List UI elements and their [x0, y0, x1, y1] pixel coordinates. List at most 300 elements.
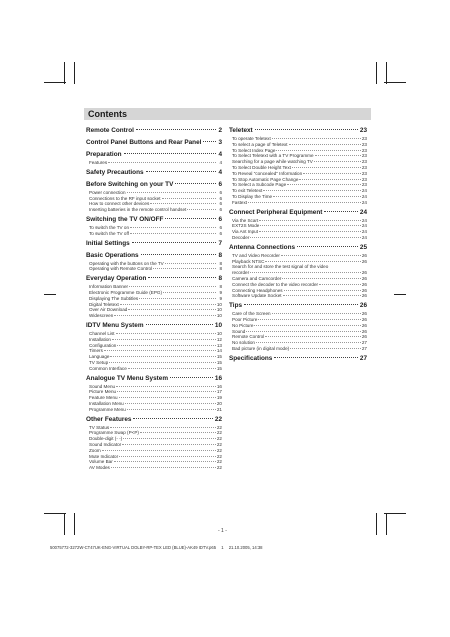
- section-page: 26: [359, 302, 367, 310]
- entry-label: Searching for a page while watching TV: [232, 159, 313, 165]
- entry-label: Connecting Headphones: [232, 287, 283, 293]
- entry-label: Care of the Screen: [232, 311, 271, 317]
- dot-leader: [265, 261, 360, 262]
- entry-page: 24: [361, 193, 367, 199]
- dot-leader: [114, 315, 216, 316]
- dot-leader: [116, 386, 216, 387]
- toc-section-heading[interactable]: [86, 251, 222, 261]
- entry-label: Sound Indicator: [89, 441, 122, 447]
- entry-label: Poor Picture: [232, 316, 258, 322]
- entry-page: 22: [216, 447, 222, 453]
- entry-label: To Select Double Height Text: [232, 164, 291, 170]
- entry-label: Operating with the buttons on the TV: [89, 260, 164, 266]
- entry-label: Double-digit (- -): [89, 436, 123, 442]
- section-page: 27: [359, 354, 367, 362]
- entry-label: Sound Menu: [89, 383, 116, 389]
- toc-section-heading[interactable]: [86, 168, 222, 178]
- entry-label: Programme Swap (P<P): [89, 430, 139, 436]
- entry-label: To Select Index Page: [232, 147, 276, 153]
- dot-leader: [114, 461, 216, 462]
- entry-label: Connect the decoder to the video recorder: [232, 281, 319, 287]
- entry-page: 9: [219, 289, 222, 295]
- entry-page: 6: [219, 230, 222, 236]
- dot-leader: [111, 467, 216, 468]
- dot-leader: [133, 418, 212, 419]
- entry-page: 20: [216, 400, 222, 406]
- entry-label: TV Status: [89, 424, 110, 430]
- toc-left-column: [86, 124, 222, 471]
- dot-leader: [255, 129, 358, 130]
- section-title: Analogue TV Menu System: [86, 374, 169, 382]
- entry-label: Power connection: [89, 189, 126, 195]
- toc-entry[interactable]: [86, 266, 222, 272]
- toc-section: [86, 274, 222, 319]
- dot-leader: [139, 298, 216, 299]
- entry-label: Features: [89, 160, 108, 165]
- entry-label: Timers: [89, 348, 103, 354]
- dot-leader: [175, 183, 216, 184]
- toc-section: [229, 301, 367, 352]
- toc-section-heading[interactable]: [229, 126, 367, 136]
- section-page: 4: [218, 168, 222, 176]
- entry-page: 26: [361, 287, 367, 293]
- entry-page: 15: [216, 365, 222, 371]
- entry-label: To Select a Subcode Page: [232, 182, 287, 188]
- section-title: Basic Operations: [86, 251, 139, 259]
- dot-leader: [120, 304, 216, 305]
- section-page: 16: [214, 374, 222, 382]
- section-page: 8: [218, 251, 222, 259]
- toc-section: [229, 354, 367, 364]
- dot-leader: [110, 427, 216, 428]
- entry-label: Search for and store the test signal of the video: [232, 264, 329, 270]
- toc-section-heading[interactable]: [86, 215, 222, 225]
- entry-page: 22: [216, 465, 222, 471]
- dot-leader: [127, 192, 216, 193]
- entry-page: 23: [361, 136, 367, 141]
- entry-label: To Display the Time: [232, 193, 273, 199]
- crop-mark: [384, 82, 406, 83]
- dot-leader: [128, 309, 216, 310]
- toc-section-heading[interactable]: [229, 354, 367, 364]
- toc-entry[interactable]: [86, 407, 222, 413]
- dot-leader: [130, 227, 216, 228]
- entry-page: 26: [361, 252, 367, 258]
- entry-page: 8: [219, 284, 222, 290]
- entry-page: 6: [219, 224, 222, 230]
- entry-page: 26: [361, 270, 367, 276]
- toc-entry[interactable]: [86, 231, 222, 237]
- dot-leader: [281, 255, 361, 256]
- dot-leader: [117, 345, 216, 346]
- toc-entry[interactable]: [86, 465, 222, 471]
- entry-page: 9: [219, 295, 222, 301]
- entry-page: 27: [361, 340, 367, 346]
- entry-page: 22: [216, 459, 222, 465]
- entry-label: Playback NTSC: [232, 258, 265, 264]
- crop-mark: [384, 513, 406, 514]
- dot-leader: [315, 155, 361, 156]
- entry-label: Mute Indicator: [89, 453, 119, 459]
- dot-leader: [150, 203, 216, 204]
- entry-page: 6: [219, 195, 222, 201]
- entry-label: Operating with Remote Control: [89, 266, 153, 272]
- entry-page: 24: [361, 229, 367, 235]
- entry-label: Via Ant Input: [232, 229, 258, 235]
- entry-label: Inserting batteries in the remote control handset: [89, 207, 187, 213]
- dot-leader: [119, 456, 216, 457]
- section-page: 4: [218, 151, 222, 158]
- section-title: Connect Peripheral Equipment: [229, 208, 323, 216]
- dot-leader: [284, 290, 361, 291]
- dot-leader: [319, 284, 361, 285]
- crop-mark: [376, 62, 377, 84]
- section-title: Before Switching on your TV: [86, 180, 174, 188]
- footer-date: 21.10.2005, 14:38: [228, 545, 263, 550]
- entry-page: 26: [361, 328, 367, 334]
- entry-page: 27: [361, 345, 367, 351]
- dot-leader: [123, 438, 216, 439]
- toc-section-heading[interactable]: [86, 138, 222, 148]
- entry-page: 24: [361, 217, 367, 223]
- dot-leader: [104, 350, 216, 351]
- entry-page: 15: [216, 354, 222, 360]
- entry-page: 4: [219, 160, 222, 165]
- toc-section-heading[interactable]: [86, 126, 222, 136]
- dot-leader: [109, 362, 216, 363]
- entry-label: To Select Teletext with a TV Programme: [232, 153, 314, 159]
- toc-entry[interactable]: [86, 160, 222, 166]
- entry-label: TV and Video Recorder: [232, 252, 280, 258]
- print-footer: [50, 545, 266, 550]
- title-bar: [84, 108, 371, 120]
- entry-label: Zoom: [89, 447, 101, 453]
- dot-leader: [187, 209, 216, 210]
- entry-page: 12: [216, 336, 222, 342]
- section-title: Control Panel Buttons and Rear Panel: [86, 139, 202, 146]
- entry-label: Remote Control: [232, 334, 265, 340]
- section-title: Teletext: [229, 127, 253, 134]
- entry-label: Channel List: [89, 330, 115, 336]
- entry-page: 23: [361, 159, 367, 165]
- entry-page: 23: [361, 176, 367, 182]
- dot-leader: [102, 450, 216, 451]
- entry-label: To switch the TV on: [89, 224, 130, 230]
- entry-page: 21: [216, 406, 222, 412]
- dot-leader: [141, 254, 217, 255]
- crop-mark: [64, 62, 65, 84]
- dot-leader: [259, 220, 361, 221]
- toc-entry[interactable]: [229, 235, 367, 241]
- toc-section: [86, 321, 222, 372]
- entry-label: Software Update Socket: [232, 293, 282, 299]
- entry-page: 19: [216, 395, 222, 401]
- dot-leader: [122, 444, 216, 445]
- crop-mark: [44, 82, 66, 83]
- entry-label: Configuration: [89, 342, 117, 348]
- entry-page: 10: [216, 307, 222, 313]
- toc-section: [86, 150, 222, 166]
- entry-page: 23: [361, 182, 367, 188]
- entry-page: 23: [361, 147, 367, 153]
- toc-entry[interactable]: [86, 207, 222, 213]
- dot-leader: [153, 268, 216, 269]
- entry-page: 26: [361, 334, 367, 340]
- entry-label: Displaying The Subtitles: [89, 295, 139, 301]
- toc-section: [86, 374, 222, 413]
- section-title: Preparation: [86, 151, 122, 158]
- toc-entry[interactable]: [229, 264, 367, 276]
- entry-label: Common Interface: [89, 365, 127, 371]
- footer-page: 1: [221, 545, 224, 550]
- dot-leader: [282, 278, 361, 279]
- dot-leader: [250, 237, 361, 238]
- dot-leader: [258, 319, 361, 320]
- entry-page: 26: [361, 316, 367, 322]
- section-page: 10: [214, 321, 222, 329]
- entry-page: 22: [216, 430, 222, 436]
- dot-leader: [292, 167, 361, 168]
- toc-section-heading[interactable]: [86, 239, 222, 249]
- toc-entry[interactable]: [86, 366, 222, 372]
- section-title: Switching the TV ON/OFF: [86, 215, 164, 223]
- entry-label: Information Banner: [89, 284, 129, 290]
- dot-leader: [148, 277, 216, 278]
- crop-mark: [74, 62, 75, 84]
- entry-page: 24: [361, 234, 367, 240]
- entry-label: AV Modes: [89, 465, 110, 471]
- dot-leader: [112, 339, 216, 340]
- toc-section: [86, 168, 222, 178]
- dot-leader: [259, 231, 361, 232]
- dot-leader: [146, 171, 217, 172]
- section-title: IDTV Menu System: [86, 321, 144, 329]
- toc-section: [86, 126, 222, 136]
- entry-page: 26: [361, 322, 367, 328]
- dot-leader: [324, 211, 358, 212]
- section-page: 3: [218, 139, 222, 146]
- entry-label: Electronic Programme Guide (EPG): [89, 289, 163, 295]
- entry-page: 23: [361, 153, 367, 159]
- dot-leader: [119, 397, 216, 398]
- dot-leader: [272, 138, 361, 139]
- crop-mark: [376, 513, 377, 535]
- dot-leader: [250, 272, 361, 273]
- entry-page: 10: [216, 313, 222, 319]
- section-title: Tips: [229, 302, 243, 310]
- entry-label: Feature Menu: [89, 395, 118, 401]
- dot-leader: [110, 356, 215, 357]
- entry-label: Sound: [232, 328, 246, 334]
- dot-leader: [276, 150, 360, 151]
- entry-label: Digital Teletext: [89, 301, 119, 307]
- entry-label: To operate Teletext: [232, 136, 271, 141]
- dot-leader: [136, 129, 217, 130]
- entry-page: 8: [219, 260, 222, 266]
- section-page: 2: [218, 127, 222, 134]
- toc-section-heading[interactable]: [229, 301, 367, 311]
- footer-file: 50075772-3272W-CT47UK-ENG-VIRTUAL DOLBY-RP-TEX LED (BLUE)-AK49 IDTV.p65: [50, 545, 217, 550]
- entry-page: 8: [219, 266, 222, 272]
- dot-leader: [314, 161, 361, 162]
- dot-leader: [125, 403, 216, 404]
- dot-leader: [246, 331, 361, 332]
- dot-leader: [203, 141, 216, 142]
- toc-section-heading[interactable]: [86, 321, 222, 331]
- dot-leader: [108, 162, 216, 163]
- entry-label: Fastext: [232, 199, 248, 205]
- toc-entry[interactable]: [229, 346, 367, 352]
- entry-label: Camera and Camcorder: [232, 275, 282, 281]
- dot-leader: [265, 336, 361, 337]
- entry-page: 22: [216, 436, 222, 442]
- toc-section: [229, 126, 367, 206]
- section-title: Other Features: [86, 415, 132, 423]
- section-page: 24: [359, 208, 367, 216]
- entry-page: 10: [216, 301, 222, 307]
- toc-section-heading[interactable]: [229, 208, 367, 218]
- dot-leader: [140, 432, 216, 433]
- page-title: Contents: [88, 109, 127, 119]
- entry-label: Language: [89, 354, 110, 360]
- toc-section-heading[interactable]: [86, 374, 222, 384]
- dot-leader: [170, 377, 213, 378]
- dot-leader: [260, 225, 361, 226]
- dot-leader: [129, 286, 216, 287]
- toc-entry[interactable]: [229, 200, 367, 206]
- entry-page: 24: [361, 188, 367, 194]
- entry-label: To switch the TV off: [89, 230, 129, 236]
- entry-label: Programme Menu: [89, 406, 126, 412]
- entry-label: TV Setup: [89, 359, 109, 365]
- entry-page: 24: [361, 223, 367, 229]
- entry-page: 23: [361, 170, 367, 176]
- toc-entry[interactable]: [86, 313, 222, 319]
- entry-label: No solution: [232, 340, 255, 346]
- entry-page: 23: [361, 164, 367, 170]
- section-title: Safety Precautions: [86, 168, 144, 176]
- entry-page: 26: [361, 281, 367, 287]
- section-title: Remote Control: [86, 127, 134, 134]
- entry-label: Picture Menu: [89, 389, 117, 395]
- dot-leader: [283, 295, 361, 296]
- dot-leader: [297, 246, 358, 247]
- entry-page: 10: [216, 330, 222, 336]
- entry-page: 6: [219, 189, 222, 195]
- entry-page: 26: [361, 293, 367, 299]
- toc-section-heading[interactable]: [86, 415, 222, 425]
- entry-label: Over Air Download: [89, 307, 128, 313]
- section-title: Antenna Connections: [229, 243, 296, 251]
- dot-leader: [244, 304, 358, 305]
- dot-leader: [165, 263, 216, 264]
- dot-leader: [163, 292, 216, 293]
- section-title: Specifications: [229, 354, 273, 362]
- section-page: 7: [218, 239, 222, 247]
- entry-page: 23: [361, 141, 367, 147]
- toc-section: [229, 208, 367, 241]
- dot-leader: [290, 348, 361, 349]
- toc-entry[interactable]: [229, 293, 367, 299]
- dot-leader: [128, 368, 216, 369]
- dot-leader: [162, 198, 217, 199]
- dot-leader: [274, 357, 358, 358]
- entry-label: How to connect other devices: [89, 201, 150, 207]
- entry-page: 6: [219, 201, 222, 207]
- crop-mark: [44, 294, 56, 295]
- entry-page: 26: [361, 311, 367, 317]
- toc-section-heading[interactable]: [86, 150, 222, 160]
- entry-label: Decoder: [232, 234, 250, 240]
- dot-leader: [289, 144, 361, 145]
- entry-page: 22: [216, 424, 222, 430]
- entry-label: Bad picture (in digital mode): [232, 345, 290, 351]
- entry-page: 16: [216, 383, 222, 389]
- dot-leader: [117, 391, 216, 392]
- entry-page: 22: [216, 441, 222, 447]
- section-page: 25: [359, 243, 367, 251]
- dot-leader: [146, 324, 213, 325]
- toc-section: [86, 215, 222, 237]
- toc-section: [86, 180, 222, 213]
- dot-leader: [116, 333, 216, 334]
- entry-page: 24: [361, 199, 367, 205]
- crop-mark: [386, 513, 387, 535]
- entry-label: To Stop Automatic Page Change: [232, 176, 299, 182]
- toc-section: [86, 138, 222, 148]
- dot-leader: [254, 325, 360, 326]
- entry-label: Volume Bar: [89, 459, 113, 465]
- entry-label: Installation Menu: [89, 400, 124, 406]
- dot-leader: [256, 342, 361, 343]
- dot-leader: [287, 184, 361, 185]
- entry-label: To exit Teletext: [232, 188, 263, 194]
- crop-mark: [74, 513, 75, 535]
- dot-leader: [299, 179, 360, 180]
- entry-page: 17: [216, 389, 222, 395]
- entry-page: 14: [216, 348, 222, 354]
- section-title: Everyday Operation: [86, 275, 147, 283]
- section-page: 23: [359, 127, 367, 134]
- entry-label: Installation: [89, 336, 111, 342]
- toc-section-heading[interactable]: [229, 243, 367, 253]
- dot-leader: [130, 233, 216, 234]
- entry-label: Widescreen: [89, 313, 114, 319]
- entry-page: 26: [361, 275, 367, 281]
- dot-leader: [124, 153, 217, 154]
- toc-section-heading[interactable]: [86, 180, 222, 190]
- dot-leader: [273, 196, 361, 197]
- dot-leader: [248, 202, 361, 203]
- dot-leader: [165, 218, 216, 219]
- toc-section-heading[interactable]: [86, 274, 222, 284]
- section-title: Initial Settings: [86, 239, 130, 247]
- toc-section: [229, 243, 367, 299]
- entry-label: To select a page of Teletext: [232, 141, 288, 147]
- entry-page: 22: [216, 453, 222, 459]
- section-page: 8: [218, 275, 222, 283]
- dot-leader: [263, 190, 361, 191]
- section-page: 6: [218, 180, 222, 188]
- entry-label-cont: recorder: [232, 270, 250, 276]
- entry-label: Connections to the RF input socket: [89, 195, 161, 201]
- entry-page: 13: [216, 342, 222, 348]
- entry-label: No Picture: [232, 322, 254, 328]
- entry-label: EXT2S Mode: [232, 223, 260, 229]
- toc-section: [86, 415, 222, 471]
- crop-mark: [44, 513, 66, 514]
- entry-page: 26: [361, 258, 367, 264]
